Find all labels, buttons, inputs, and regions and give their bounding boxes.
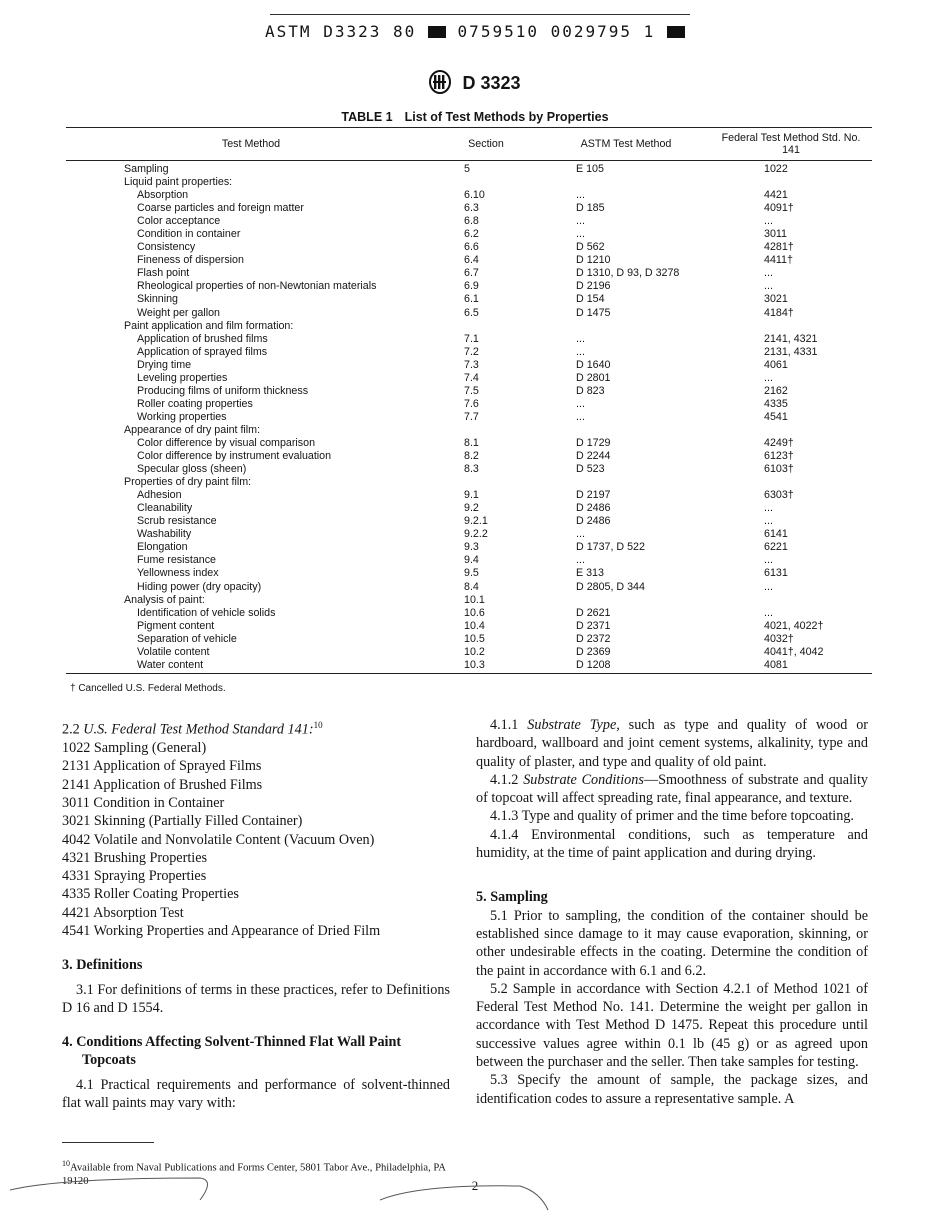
cell-test-method: Analysis of paint: bbox=[124, 593, 205, 606]
scan-artifact-lines bbox=[0, 1170, 950, 1225]
section-number: 2.2 bbox=[62, 721, 80, 738]
cell-astm bbox=[574, 424, 764, 437]
para-text: such as type and quality of wood or hardboard, wallboard and joint cement systems, alkalinity, type and quality of plaster, and type and quality of old paint. bbox=[476, 717, 869, 770]
cell-test-method: Hiding power (dry opacity) bbox=[137, 580, 262, 593]
cell-test-method: Leveling properties bbox=[137, 371, 228, 384]
cell-section: 6.8 bbox=[464, 215, 479, 228]
cell-federal: ... bbox=[764, 515, 773, 528]
cell-test-method: Separation of vehicle bbox=[137, 632, 237, 645]
cell-federal: 4061 bbox=[764, 358, 788, 371]
cell-section: 7.1 bbox=[464, 332, 479, 345]
cell-section: 9.3 bbox=[464, 541, 479, 554]
astm-logo-icon bbox=[429, 70, 451, 94]
list-item: 4335 Roller Coating Properties bbox=[62, 886, 239, 903]
table-row bbox=[66, 594, 872, 607]
cell-federal: 6141 bbox=[764, 528, 788, 541]
cell-test-method: Producing films of uniform thickness bbox=[137, 384, 309, 397]
cell-section bbox=[446, 476, 574, 489]
cell-astm: D 2486 bbox=[576, 502, 611, 515]
table-row bbox=[66, 620, 872, 633]
cell-test-method: Water content bbox=[137, 658, 204, 671]
table-row bbox=[66, 437, 872, 450]
para-number: 4.1.2 bbox=[490, 771, 519, 788]
list-item: 1022 Sampling (General) bbox=[62, 740, 207, 757]
cell-test-method: Cleanability bbox=[137, 502, 193, 515]
cell-astm: D 2621 bbox=[576, 606, 611, 619]
cell-federal bbox=[764, 176, 872, 189]
designation: D 3323 bbox=[462, 73, 521, 93]
cell-astm: D 185 bbox=[576, 202, 605, 215]
cell-federal: 4081 bbox=[764, 658, 788, 671]
cell-test-method: Absorption bbox=[137, 189, 189, 202]
cell-astm: D 1475 bbox=[576, 306, 611, 319]
cell-astm: D 2244 bbox=[576, 450, 611, 463]
table-row bbox=[66, 489, 872, 502]
cell-test-method: Weight per gallon bbox=[137, 306, 220, 319]
cell-astm: ... bbox=[576, 228, 585, 241]
table-row bbox=[66, 307, 872, 320]
cell-federal: ... bbox=[764, 606, 773, 619]
paragraph-4-1-4: 4.1.4 Environmental conditions, such as temperature and humidity, at the time of paint application and during drying. bbox=[476, 826, 868, 862]
cell-test-method: Fineness of dispersion bbox=[137, 254, 244, 267]
cell-federal: 4032† bbox=[764, 632, 794, 645]
table-row bbox=[66, 411, 872, 424]
cell-section: 6.6 bbox=[464, 241, 479, 254]
cell-federal: 2131, 4331 bbox=[764, 345, 818, 358]
cell-section: 7.2 bbox=[464, 345, 479, 358]
table-row bbox=[66, 581, 872, 594]
cell-test-method: Pigment content bbox=[137, 619, 215, 632]
cell-astm: ... bbox=[576, 215, 585, 228]
document-code bbox=[0, 22, 950, 41]
header-test-method: Test Method bbox=[221, 138, 281, 150]
paragraph-3-1: 3.1 For definitions of terms in these practices, refer to Definitions D 16 and D 1554. bbox=[62, 981, 450, 1016]
cell-astm: ... bbox=[576, 528, 585, 541]
cell-federal: 6103† bbox=[764, 463, 794, 476]
table-row bbox=[66, 346, 872, 359]
table-row bbox=[66, 502, 872, 515]
cell-test-method: Application of brushed films bbox=[137, 332, 268, 345]
cell-section bbox=[446, 176, 574, 189]
cell-astm: D 562 bbox=[576, 241, 605, 254]
cell-section: 9.4 bbox=[464, 554, 479, 567]
cell-test-method: Properties of dry paint film: bbox=[124, 476, 252, 489]
cell-section: 9.2.1 bbox=[464, 515, 488, 528]
cell-astm: D 523 bbox=[576, 463, 605, 476]
cell-section bbox=[446, 424, 574, 437]
paragraph-4-1-2 bbox=[476, 771, 868, 808]
cell-section: 6.3 bbox=[464, 202, 479, 215]
table-row bbox=[66, 607, 872, 620]
table-caption: List of Test Methods by Properties bbox=[404, 110, 609, 124]
cell-test-method: Application of sprayed films bbox=[137, 345, 268, 358]
right-column bbox=[476, 716, 868, 1108]
cell-astm: D 823 bbox=[576, 384, 605, 397]
section-title: U.S. Federal Test Method Standard 141: bbox=[83, 721, 314, 738]
cell-astm: D 1737, D 522 bbox=[576, 541, 645, 554]
list-item: 4331 Spraying Properties bbox=[62, 868, 207, 885]
table-row bbox=[66, 463, 872, 476]
cell-test-method: Roller coating properties bbox=[137, 397, 253, 410]
cell-astm: D 2805, D 344 bbox=[576, 580, 645, 593]
table-row bbox=[66, 359, 872, 372]
cell-test-method: Drying time bbox=[137, 358, 192, 371]
cell-section: 8.1 bbox=[464, 436, 479, 449]
list-item: 4541 Working Properties and Appearance of Dried Film bbox=[62, 923, 381, 939]
cell-section: 8.4 bbox=[464, 580, 479, 593]
cell-test-method: Identification of vehicle solids bbox=[137, 606, 276, 619]
cell-section: 5 bbox=[464, 163, 470, 175]
cell-federal: ... bbox=[764, 580, 773, 593]
cell-section: 7.6 bbox=[464, 397, 479, 410]
cell-federal: 2162 bbox=[764, 384, 788, 397]
cell-federal: 4249† bbox=[764, 436, 794, 449]
cell-section bbox=[446, 320, 574, 333]
table-row bbox=[66, 372, 872, 385]
table-row bbox=[66, 528, 872, 541]
cell-federal: 4041†, 4042 bbox=[764, 645, 824, 658]
code-mid: 0759510 0029795 1 bbox=[457, 22, 656, 41]
cell-federal: 6123† bbox=[764, 450, 794, 463]
cell-astm: D 154 bbox=[576, 293, 605, 306]
table-body bbox=[66, 161, 872, 673]
cell-test-method: Flash point bbox=[137, 267, 190, 280]
table-row bbox=[66, 567, 872, 580]
cell-federal bbox=[764, 320, 872, 333]
cell-federal: ... bbox=[764, 371, 773, 384]
cell-federal: 3021 bbox=[764, 293, 788, 306]
federal-method-list bbox=[62, 739, 450, 940]
cell-federal: 4421 bbox=[764, 189, 788, 202]
cell-section: 6.7 bbox=[464, 267, 479, 280]
list-item: 2141 Application of Brushed Films bbox=[62, 776, 263, 793]
cell-test-method: Consistency bbox=[137, 241, 196, 254]
cell-federal: 6303† bbox=[764, 489, 794, 502]
cell-federal: 4335 bbox=[764, 397, 788, 410]
designation-row bbox=[0, 70, 950, 94]
cell-section: 9.5 bbox=[464, 567, 479, 580]
cell-federal: ... bbox=[764, 215, 773, 228]
table-rule-bottom bbox=[66, 673, 872, 674]
table-row bbox=[66, 228, 872, 241]
section-3-heading: 3. Definitions bbox=[62, 957, 143, 974]
paragraph-4-1-3: 4.1.3 Type and quality of primer and the time before topcoating. bbox=[490, 808, 854, 825]
para-text: —Smoothness of substrate and quality of topcoat will affect spreading rate, final appearance, and texture. bbox=[476, 771, 868, 807]
table-row bbox=[66, 541, 872, 554]
cell-astm: D 2196 bbox=[576, 280, 611, 293]
section-5-heading: 5. Sampling bbox=[476, 889, 548, 906]
cell-section: 9.1 bbox=[464, 489, 479, 502]
cell-section: 8.3 bbox=[464, 463, 479, 476]
paragraph-5-2: 5.2 Sample in accordance with Section 4.2.1 of Method 1021 of Federal Test Method No. 141. Determine the weight per gallon in accordance with Test Method D 1475. Repeat this procedure until successive values agree within 0.1 lb (45 g) or as agreed upon between the purchaser and the seller. Then take samples for testing. bbox=[476, 980, 868, 1071]
table-row bbox=[66, 398, 872, 411]
cell-test-method: Liquid paint properties: bbox=[124, 176, 233, 189]
cell-federal: 6221 bbox=[764, 541, 788, 554]
cell-astm: D 1208 bbox=[576, 658, 611, 671]
table-row bbox=[66, 215, 872, 228]
section-4-heading: 4. Conditions Affecting Solvent-Thinned Flat Wall Paint Topcoats bbox=[62, 1034, 402, 1069]
table-row bbox=[66, 646, 872, 659]
table-row bbox=[66, 476, 872, 489]
cell-section: 6.5 bbox=[464, 306, 479, 319]
cell-section: 6.4 bbox=[464, 254, 479, 267]
cell-section: 7.7 bbox=[464, 410, 479, 423]
table-row bbox=[66, 333, 872, 346]
table-row bbox=[66, 515, 872, 528]
cell-section: 7.5 bbox=[464, 384, 479, 397]
cell-federal: 3011 bbox=[764, 228, 787, 241]
list-item: 4321 Brushing Properties bbox=[62, 849, 208, 866]
list-item: 4042 Volatile and Nonvolatile Content (Vacuum Oven) bbox=[62, 831, 375, 848]
black-block-mark bbox=[667, 26, 685, 38]
cell-test-method: Volatile content bbox=[137, 645, 210, 658]
cell-federal: ... bbox=[764, 280, 773, 293]
table-row bbox=[66, 280, 872, 293]
cell-astm: ... bbox=[576, 332, 585, 345]
paragraph-5-3: 5.3 Specify the amount of sample, the package sizes, and identification codes to assure a representative sample. A bbox=[476, 1072, 868, 1107]
table-row bbox=[66, 241, 872, 254]
cell-federal bbox=[764, 594, 872, 607]
cell-section: 10.5 bbox=[464, 632, 485, 645]
cell-astm: E 105 bbox=[576, 163, 604, 175]
left-column bbox=[62, 716, 450, 1112]
cell-test-method: Yellowness index bbox=[137, 567, 219, 580]
header-section: Section bbox=[468, 138, 504, 150]
table-row bbox=[66, 202, 872, 215]
cell-astm bbox=[574, 594, 764, 607]
cell-federal bbox=[764, 476, 872, 489]
cell-federal: 1022 bbox=[764, 163, 788, 175]
table-row bbox=[66, 659, 872, 672]
cell-section: 10.3 bbox=[464, 658, 485, 671]
cell-federal: 4091† bbox=[764, 202, 794, 215]
cell-test-method: Working properties bbox=[137, 410, 227, 423]
cell-astm: D 2369 bbox=[576, 645, 611, 658]
table-row bbox=[66, 189, 872, 202]
cell-test-method: Condition in container bbox=[137, 228, 241, 241]
cell-federal: 4411† bbox=[764, 254, 793, 267]
cell-test-method: Color acceptance bbox=[137, 215, 221, 228]
cell-test-method: Paint application and film formation: bbox=[124, 319, 294, 332]
cell-test-method: Rheological properties of non-Newtonian materials bbox=[137, 280, 377, 293]
table-row bbox=[66, 554, 872, 567]
header-federal: Federal Test Method Std. No. 141 bbox=[721, 132, 861, 156]
cell-test-method: Specular gloss (sheen) bbox=[137, 463, 247, 476]
cell-test-method: Fume resistance bbox=[137, 554, 216, 567]
cell-section: 10.6 bbox=[464, 606, 485, 619]
cell-astm: D 1729 bbox=[576, 436, 611, 449]
cell-federal bbox=[764, 424, 872, 437]
cell-astm: E 313 bbox=[576, 567, 604, 580]
cell-section: 8.2 bbox=[464, 450, 479, 463]
para-number: 4.1.1 bbox=[490, 717, 519, 733]
table-row bbox=[66, 254, 872, 267]
cell-astm: D 2372 bbox=[576, 632, 611, 645]
cell-test-method: Washability bbox=[137, 528, 192, 541]
paragraph-4-1: 4.1 Practical requirements and performance of solvent-thinned flat wall paints may vary with: bbox=[62, 1076, 450, 1112]
footnote-number: 10 bbox=[62, 1159, 70, 1168]
cell-astm: D 2801 bbox=[576, 371, 611, 384]
cell-test-method: Coarse particles and foreign matter bbox=[137, 202, 304, 215]
cell-test-method: Sampling bbox=[124, 163, 169, 175]
cell-section: 6.10 bbox=[464, 189, 485, 202]
table-row bbox=[66, 450, 872, 463]
paragraph-4-1-1 bbox=[476, 716, 868, 771]
cell-astm: D 2486 bbox=[576, 515, 611, 528]
black-block-mark bbox=[428, 26, 446, 38]
test-method-table bbox=[66, 127, 872, 674]
table-row bbox=[66, 424, 872, 437]
cell-section: 9.2 bbox=[464, 502, 479, 515]
cell-federal: 4184† bbox=[764, 306, 794, 319]
cell-astm bbox=[574, 176, 764, 189]
cell-section: 10.1 bbox=[464, 593, 485, 606]
cell-section: 6.2 bbox=[464, 228, 479, 241]
cell-federal: 4021, 4022† bbox=[764, 619, 824, 632]
cell-test-method: Appearance of dry paint film: bbox=[124, 423, 261, 436]
paragraph-5-1: 5.1 Prior to sampling, the condition of the container should be established since damage to it may cause evaporation, skinning, or other undesirable effects in the coating. Determine the condition of the paint in accordance with 6.1 and 6.2. bbox=[476, 907, 868, 979]
cell-astm: ... bbox=[576, 189, 585, 202]
cell-test-method: Elongation bbox=[137, 541, 188, 554]
cell-astm: ... bbox=[576, 410, 585, 423]
header-astm: ASTM Test Method bbox=[580, 138, 672, 150]
cell-section: 9.2.2 bbox=[464, 528, 488, 541]
list-item: 4421 Absorption Test bbox=[62, 904, 184, 921]
table-row bbox=[66, 385, 872, 398]
page-number: 2 bbox=[471, 1178, 479, 1193]
cell-astm: ... bbox=[576, 345, 585, 358]
cell-test-method: Adhesion bbox=[137, 489, 182, 502]
footnote-ref: 10 bbox=[313, 720, 323, 730]
cell-astm: ... bbox=[576, 554, 585, 567]
table-row bbox=[66, 320, 872, 333]
cell-astm: ... bbox=[576, 397, 585, 410]
cell-section: 10.4 bbox=[464, 619, 485, 632]
cell-federal: 4281† bbox=[764, 241, 794, 254]
table-row bbox=[66, 163, 872, 176]
footnote-rule bbox=[62, 1142, 154, 1143]
list-item: 3011 Condition in Container bbox=[62, 794, 225, 811]
cell-astm: D 1310, D 93, D 3278 bbox=[576, 267, 680, 280]
table-header bbox=[66, 128, 872, 160]
cell-federal: ... bbox=[764, 554, 773, 567]
cell-astm: D 2371 bbox=[576, 619, 611, 632]
table-row bbox=[66, 633, 872, 646]
cell-section: 7.4 bbox=[464, 371, 479, 384]
list-item: 3021 Skinning (Partially Filled Container) bbox=[62, 813, 303, 830]
cell-section: 6.9 bbox=[464, 280, 479, 293]
cell-astm: D 1210 bbox=[576, 254, 611, 267]
footnote-text: Available from Naval Publications and Forms Center, 5801 Tabor Ave., Philadelphia, PA 19120 bbox=[62, 1162, 446, 1187]
cell-federal: 2141, 4321 bbox=[764, 332, 818, 345]
cell-section: 7.3 bbox=[464, 358, 479, 371]
cell-astm bbox=[574, 476, 764, 489]
list-item: 2131 Application of Sprayed Films bbox=[62, 758, 262, 775]
cell-astm: D 1640 bbox=[576, 358, 611, 371]
cell-test-method: Color difference by instrument evaluation bbox=[137, 450, 332, 463]
cell-test-method: Skinning bbox=[137, 293, 178, 306]
cell-section: 10.2 bbox=[464, 645, 485, 658]
para-italic: Substrate Type, bbox=[527, 717, 620, 733]
table-label: TABLE 1 bbox=[341, 110, 393, 124]
code-left: ASTM D3323 80 bbox=[265, 22, 417, 41]
header-rule bbox=[270, 14, 690, 15]
cell-astm: D 2197 bbox=[576, 489, 611, 502]
section-2-2-heading bbox=[62, 716, 450, 739]
table-row bbox=[66, 176, 872, 189]
cell-federal: 6131 bbox=[764, 567, 788, 580]
table-row bbox=[66, 267, 872, 280]
cell-test-method: Scrub resistance bbox=[137, 515, 217, 528]
cell-federal: ... bbox=[764, 267, 773, 280]
cell-test-method: Color difference by visual comparison bbox=[137, 436, 316, 449]
cell-astm bbox=[574, 320, 764, 333]
cell-federal: ... bbox=[764, 502, 773, 515]
table-footnote: † Cancelled U.S. Federal Methods. bbox=[70, 683, 226, 694]
cell-federal: 4541 bbox=[764, 410, 788, 423]
para-italic: Substrate Conditions bbox=[523, 771, 644, 788]
cell-section: 6.1 bbox=[464, 293, 479, 306]
table-row bbox=[66, 293, 872, 306]
table-title bbox=[0, 110, 950, 124]
